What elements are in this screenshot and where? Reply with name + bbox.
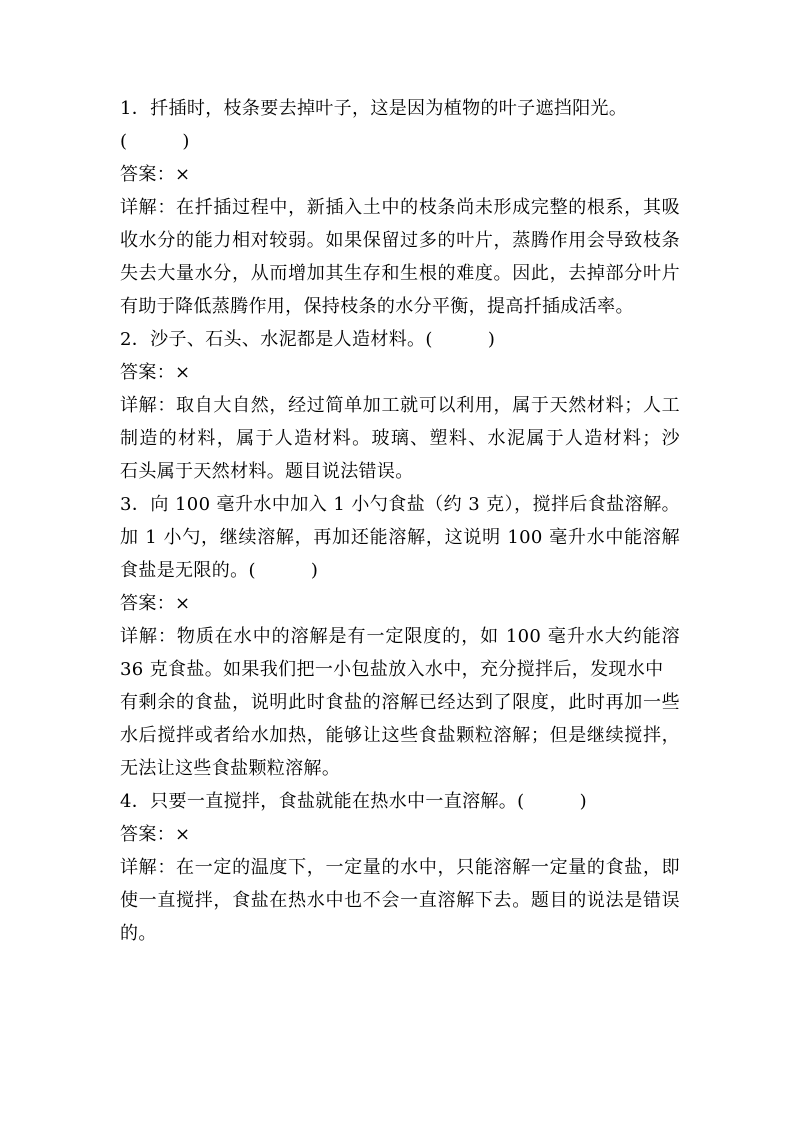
question-1-explain-line-2: 收水分的能力相对较弱。如果保留过多的叶片，蒸腾作用会导致枝条 bbox=[120, 230, 680, 251]
question-4-explain-line-1: 详解：在一定的温度下，一定量的水中，只能溶解一定量的食盐，即 bbox=[120, 857, 680, 878]
question-3-explain-line-4: 水后搅拌或者给水加热，能够让这些食盐颗粒溶解；但是继续搅拌， bbox=[120, 725, 680, 746]
question-4-explain-line-2: 使一直搅拌，食盐在热水中也不会一直溶解下去。题目的说法是错误 bbox=[120, 890, 680, 911]
question-1-line-1: 1．扦插时，枝条要去掉叶子，这是因为植物的叶子遮挡阳光。 bbox=[120, 98, 628, 119]
question-4 bbox=[120, 785, 680, 950]
question-3-answer: 答案：× bbox=[120, 593, 191, 614]
question-2-line-1: 2．沙子、石头、水泥都是人造材料。( ) bbox=[120, 329, 496, 350]
question-3-explain-line-3: 有剩余的食盐，说明此时食盐的溶解已经达到了限度，此时再加一些 bbox=[120, 692, 680, 713]
question-2 bbox=[120, 323, 680, 488]
question-2-explain-line-2: 制造的材料，属于人造材料。玻璃、塑料、水泥属于人造材料；沙 bbox=[120, 428, 680, 449]
question-1-line-2: ( ) bbox=[120, 131, 190, 152]
question-3 bbox=[120, 488, 680, 785]
question-1 bbox=[120, 92, 680, 323]
document-page bbox=[120, 92, 680, 950]
question-4-line-1: 4．只要一直搅拌，食盐就能在热水中一直溶解。( ) bbox=[120, 791, 587, 812]
question-1-explain-line-1: 详解：在扦插过程中，新插入土中的枝条尚未形成完整的根系，其吸 bbox=[120, 197, 680, 218]
question-1-explain-line-3: 失去大量水分，从而增加其生存和生根的难度。因此，去掉部分叶片 bbox=[120, 263, 680, 284]
question-3-line-2: 加 1 小勺，继续溶解，再加还能溶解，这说明 100 毫升水中能溶解 bbox=[120, 527, 680, 548]
question-4-answer: 答案：× bbox=[120, 824, 191, 845]
question-3-explain-line-2: 36 克食盐。如果我们把一小包盐放入水中，充分搅拌后，发现水中 bbox=[120, 659, 664, 680]
question-3-line-3: 食盐是无限的。( ) bbox=[120, 560, 319, 581]
question-3-explain-line-1: 详解：物质在水中的溶解是有一定限度的，如 100 毫升水大约能溶 bbox=[120, 626, 680, 647]
question-1-answer: 答案：× bbox=[120, 164, 191, 185]
question-1-explain-line-4: 有助于降低蒸腾作用，保持枝条的水分平衡，提高扦插成活率。 bbox=[120, 296, 634, 317]
question-2-explain-line-3: 石头属于天然材料。题目说法错误。 bbox=[120, 461, 414, 482]
question-2-answer: 答案：× bbox=[120, 362, 191, 383]
question-3-explain-line-5: 无法让这些食盐颗粒溶解。 bbox=[120, 758, 341, 779]
question-4-explain-line-3: 的。 bbox=[120, 923, 157, 944]
question-3-line-1: 3．向 100 毫升水中加入 1 小勺食盐（约 3 克），搅拌后食盐溶解。 bbox=[120, 494, 680, 515]
question-2-explain-line-1: 详解：取自大自然，经过简单加工就可以利用，属于天然材料；人工 bbox=[120, 395, 680, 416]
